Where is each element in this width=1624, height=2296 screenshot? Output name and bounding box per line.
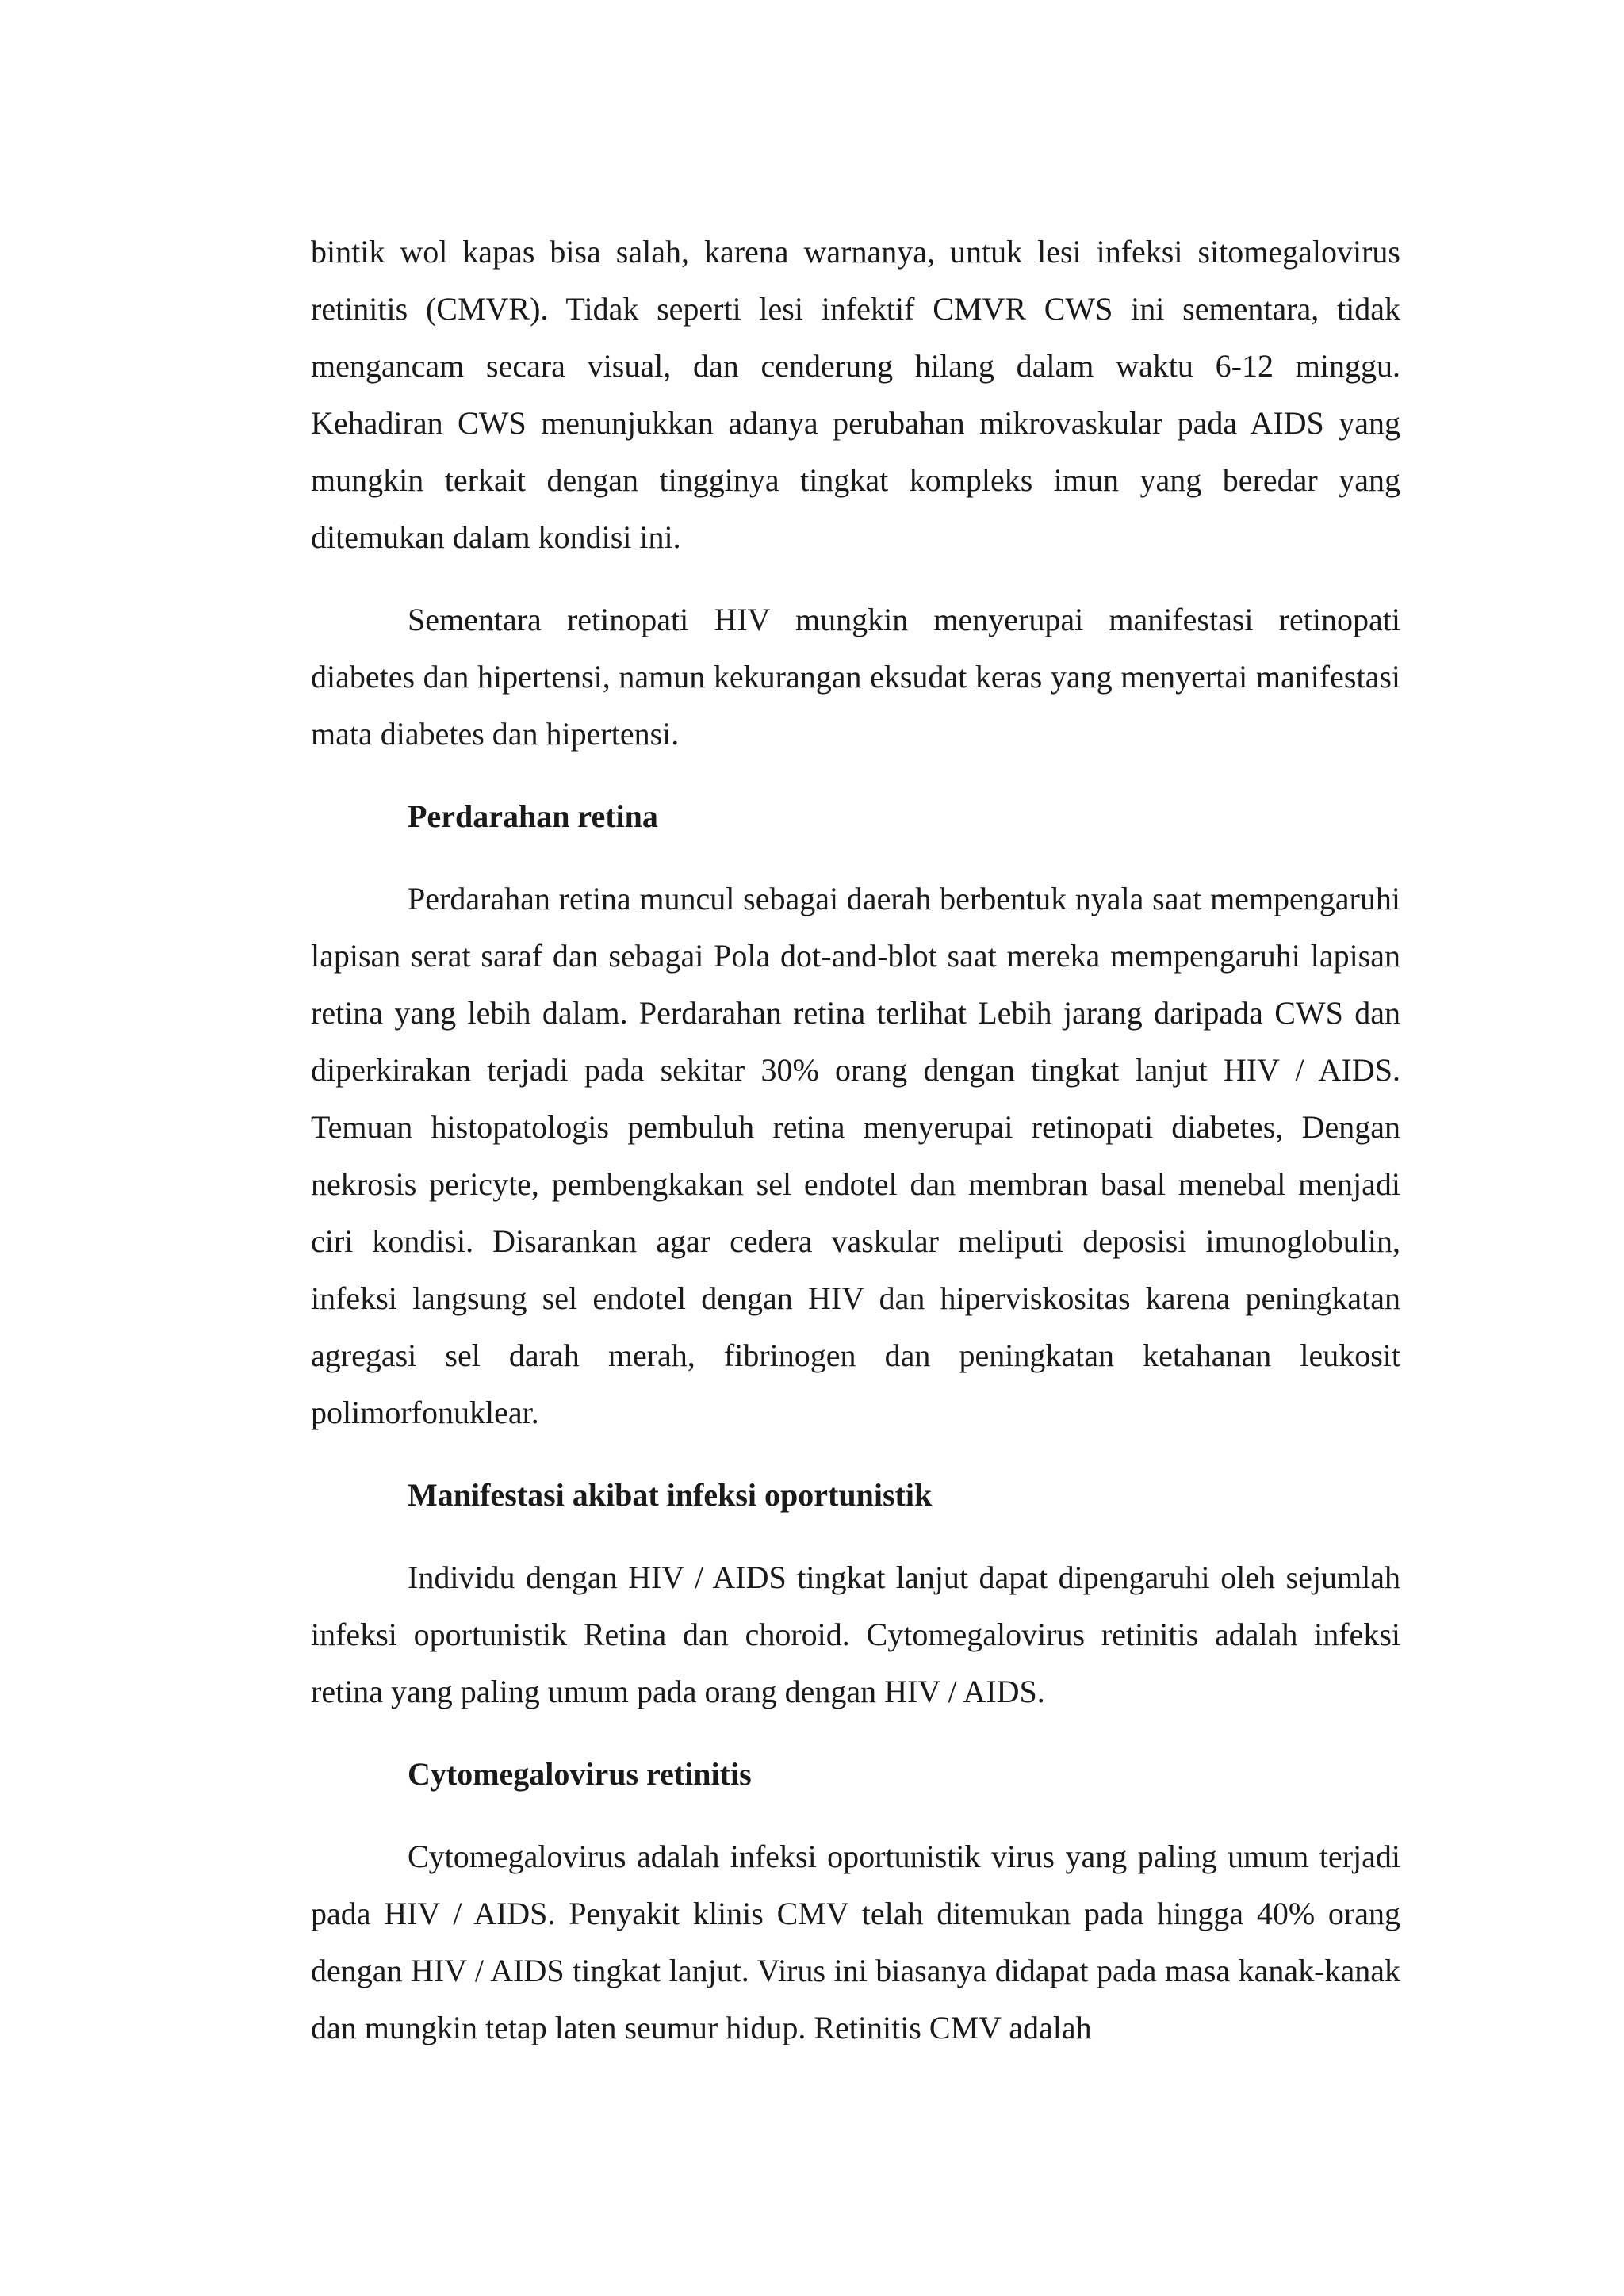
paragraph-retinal-hemorrhage: Perdarahan retina muncul sebagai daerah berbentuk nyala saat mempengaruhi lapisan serat saraf dan sebagai Pola dot-and-blot saat mereka mempengaruhi lapisan retina yang lebih dalam. Perdarahan retina terlihat Lebih jarang daripada CWS dan diperkirakan terjadi pada sekitar 30% orang dengan tingkat lanjut HIV / AIDS. Temuan histopatologis pembuluh retina menyerupai retinopati diabetes, Dengan nekrosis pericyte, pembengkakan sel endotel dan membran basal menebal menjadi ciri kondisi. Disarankan agar cedera vaskular meliputi deposisi imunoglobulin, infeksi langsung sel endotel dengan HIV dan hiperviskositas karena peningkatan agregasi sel darah merah, fibrinogen dan peningkatan ketahanan leukosit polimorfonuklear. <box>311 881 1400 1430</box>
paragraph-cmv-retinitis: Cytomegalovirus adalah infeksi oportunistik virus yang paling umum terjadi pada HIV / AIDS. Penyakit klinis CMV telah ditemukan pada hingga 40% orang dengan HIV / AIDS tingkat lanjut. Virus ini biasanya didapat pada masa kanak-kanak dan mungkin tetap laten seumur hidup. Retinitis CMV adalah <box>311 1839 1400 2045</box>
paragraph-opportunistic-infections: Individu dengan HIV / AIDS tingkat lanjut dapat dipengaruhi oleh sejumlah infeksi oportunistik Retina dan choroid. Cytomegalovirus retinitis adalah infeksi retina yang paling umum pada orang dengan HIV / AIDS. <box>311 1559 1400 1709</box>
document-page <box>311 224 1400 2057</box>
paragraph-hiv-retinopathy-comparison: Sementara retinopati HIV mungkin menyerupai manifestasi retinopati diabetes dan hipertensi, namun kekurangan eksudat keras yang menyertai manifestasi mata diabetes dan hipertensi. <box>311 602 1400 752</box>
heading-cmv-retinitis: Cytomegalovirus retinitis <box>408 1756 752 1792</box>
heading-opportunistic-infections: Manifestasi akibat infeksi oportunistik <box>408 1477 933 1513</box>
heading-perdarahan-retina: Perdarahan retina <box>408 798 658 834</box>
paragraph-cotton-wool-spots: bintik wol kapas bisa salah, karena warnanya, untuk lesi infeksi sitomegalovirus retinitis (CMVR). Tidak seperti lesi infektif CMVR CWS ini sementara, tidak mengancam secara visual, dan cenderung hilang dalam waktu 6-12 minggu. Kehadiran CWS menunjukkan adanya perubahan mikrovaskular pada AIDS yang mungkin terkait dengan tingginya tingkat kompleks imun yang beredar yang ditemukan dalam kondisi ini. <box>311 234 1400 555</box>
